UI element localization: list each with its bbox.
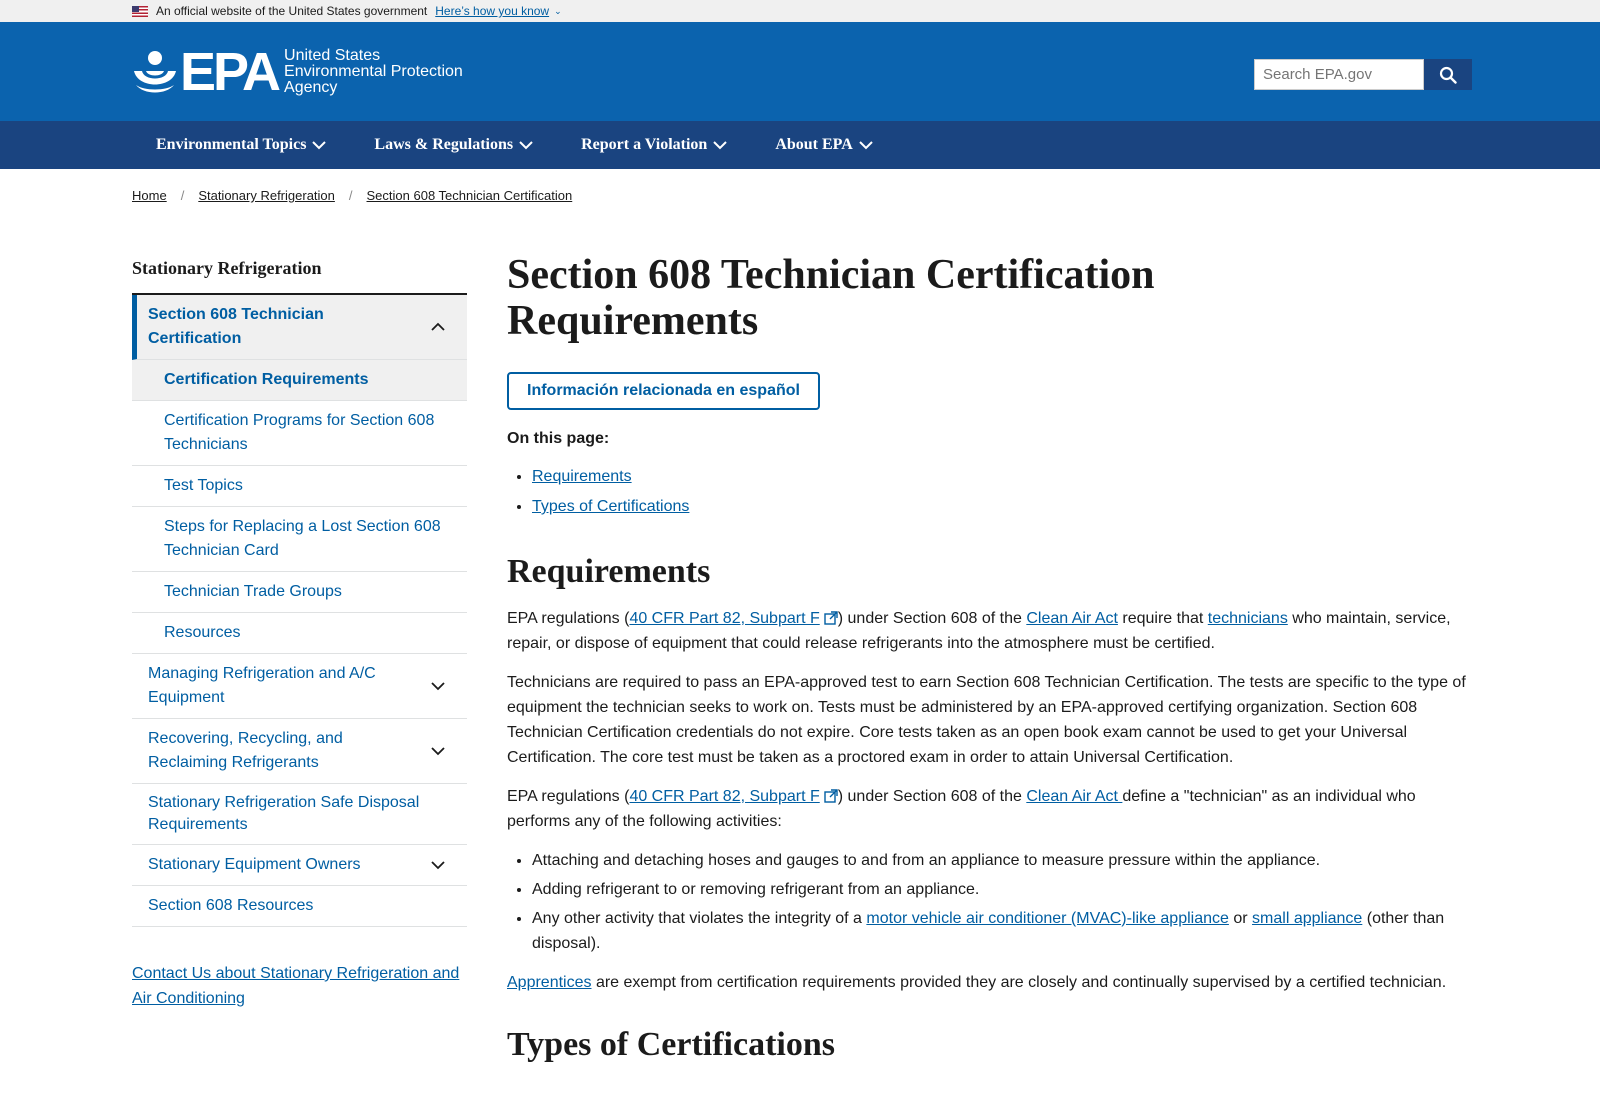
chevron-down-icon [713,140,727,150]
sidebar-item-equipment-owners[interactable] [132,845,467,886]
sidebar-item-label: Certification Programs for Section 608 Technicians [164,412,435,453]
list-item: • Adding refrigerant to or removing refrigerant from an appliance. [532,877,1467,902]
text: ) under Section 608 of the [837,610,1027,627]
sidebar-item-resources[interactable] [132,613,467,654]
external-link-icon [824,789,838,803]
sidebar-item-label: Section 608 Resources [148,897,314,914]
breadcrumb-separator: / [348,188,353,203]
nav-label: Report a Violation [581,136,708,153]
requirements-paragraph-1 [507,606,1467,656]
text: are exempt from certification requirements provided they are closely and continually supervised by a certified technician. [591,974,1447,991]
nav-label: About EPA [775,136,853,153]
nav-about-epa[interactable] [775,136,873,154]
search-icon [1439,66,1457,84]
chevron-down-icon[interactable] [431,860,445,870]
agency-line-1: United States [284,47,381,64]
sidebar-item-test-topics[interactable] [132,466,467,507]
epa-logo[interactable] [132,42,463,102]
sidebar-item-label: Certification Requirements [164,371,369,388]
cfr-link[interactable]: 40 CFR Part 82, Subpart F [629,610,820,627]
text: EPA regulations ( [507,610,630,627]
sidebar-item-managing-refrigeration[interactable] [132,654,467,719]
chevron-down-icon [859,140,873,150]
main-content [507,252,1467,1065]
official-site-text: An official website of the United States government [156,4,428,18]
on-this-page-list [507,462,1467,522]
how-you-know-link[interactable]: Here’s how you know [435,4,550,18]
toc-link-types[interactable]: Types of Certifications [532,498,690,515]
breadcrumb-home[interactable]: Home [132,188,167,203]
text: who maintain, service, repair, or dispose of equipment that could release refrigerants into the atmosphere must be certified. [507,610,1451,652]
nav-report-violation[interactable] [581,136,727,154]
sidebar-item-label: Resources [164,624,241,641]
cfr-link[interactable]: 40 CFR Part 82, Subpart F [629,788,820,805]
external-link-icon [824,611,838,625]
apprentices-link[interactable]: Apprentices [507,974,592,991]
agency-name [284,48,463,96]
chevron-down-icon[interactable] [431,746,445,756]
sidebar-item-recovering-recycling[interactable] [132,719,467,784]
sidebar-nav [132,258,467,1011]
sidebar-item-label: Technician Trade Groups [164,583,342,600]
list-item [532,906,1467,956]
text: EPA regulations ( [507,788,630,805]
text: Any other activity that violates the integrity of a [532,910,867,927]
contact-us-link[interactable]: Contact Us about Stationary Refrigeration and Air Conditioning [132,965,460,1007]
sidebar-item-label: Section 608 Technician Certification [148,306,324,347]
sidebar-item-label: Managing Refrigeration and A/C Equipment [148,665,376,706]
sidebar-item-label: Stationary Equipment Owners [148,856,361,873]
technicians-link[interactable]: technicians [1207,610,1288,627]
sidebar-item-lost-card[interactable] [132,507,467,572]
search-input[interactable] [1254,59,1424,90]
toc-link-requirements[interactable]: Requirements [532,468,632,485]
toc-item [532,462,1467,492]
types-heading: Types of Certifications [507,1026,835,1063]
breadcrumb-separator: / [180,188,185,203]
apprentices-paragraph [507,970,1467,995]
chevron-down-icon[interactable]: ⌄ [554,5,562,16]
text: define a "technician" as an individual who performs any of the following activities: [507,788,1416,830]
sidebar-item-label: Test Topics [164,477,243,494]
sidebar-item-section-608[interactable] [132,295,467,360]
small-appliance-link[interactable]: small appliance [1252,910,1363,927]
agency-line-2: Environmental Protection [284,63,463,80]
epa-logo-letters: EPA [180,42,279,102]
contact-block [132,961,467,1011]
search-form [1254,59,1472,90]
nav-environmental-topics[interactable] [156,136,326,154]
chevron-up-icon[interactable] [431,322,445,332]
requirements-paragraph-3 [507,784,1467,834]
agency-line-3: Agency [284,79,338,96]
clean-air-act-link[interactable]: Clean Air Act [1026,788,1123,805]
text: (other than disposal). [532,910,1445,952]
text: ) under Section 608 of the [837,788,1027,805]
sidebar-item-label: Stationary Refrigeration Safe Disposal Requirements [148,794,420,833]
nav-label: Environmental Topics [156,136,307,153]
page-title: Section 608 Technician Certification Requirements [507,252,1155,344]
sidebar-list [132,295,467,927]
chevron-down-icon[interactable] [431,681,445,691]
epa-flower-icon [132,49,178,95]
main-nav [0,121,1600,169]
chevron-down-icon [312,140,326,150]
gov-banner [0,0,1600,22]
chevron-down-icon [519,140,533,150]
search-button[interactable] [1424,59,1472,90]
requirements-heading: Requirements [507,553,711,590]
text: require that [1117,610,1208,627]
sidebar-item-section-608-resources[interactable] [132,886,467,926]
spanish-info-button[interactable]: Información relacionada en español [507,372,820,410]
us-flag-icon [132,6,148,17]
text: or [1228,910,1253,927]
breadcrumb-stationary-refrigeration[interactable]: Stationary Refrigeration [198,188,335,203]
requirements-paragraph-2: Technicians are required to pass an EPA-approved test to earn Section 608 Technician Certification. The tests are specific to the type of equipment the technician seeks to work on. Tests must be administered by an EPA-approved certifying organization. Section 608 Technician Certification credentials do not expire. Core tests taken as an open book exam cannot be used to get your Universal Certification. The core test must be taken as a proctored exam in order to attain Universal Certification. [507,674,1466,766]
technician-activities-list [507,848,1467,956]
toc-item [532,492,1467,522]
sidebar-item-trade-groups[interactable] [132,572,467,613]
clean-air-act-link[interactable]: Clean Air Act [1026,610,1118,627]
mvac-link[interactable]: motor vehicle air conditioner (MVAC)-like appliance [866,910,1229,927]
sidebar-item-safe-disposal[interactable] [132,784,467,845]
breadcrumb [132,188,572,203]
site-header [0,22,1600,121]
sidebar-title: Stationary Refrigeration [132,258,467,295]
sidebar-item-label: Recovering, Recycling, and Reclaiming Refrigerants [148,730,343,771]
sidebar-item-certification-requirements[interactable] [132,360,467,401]
nav-label: Laws & Regulations [374,136,514,153]
list-item: • Attaching and detaching hoses and gauges to and from an appliance to measure pressure within the appliance. [532,848,1467,873]
nav-laws-regulations[interactable] [374,136,533,154]
sidebar-item-label: Steps for Replacing a Lost Section 608 Technician Card [164,518,441,559]
breadcrumb-section-608[interactable]: Section 608 Technician Certification [366,188,573,203]
on-this-page-heading: On this page: [507,430,610,447]
sidebar-item-certification-programs[interactable] [132,401,467,466]
